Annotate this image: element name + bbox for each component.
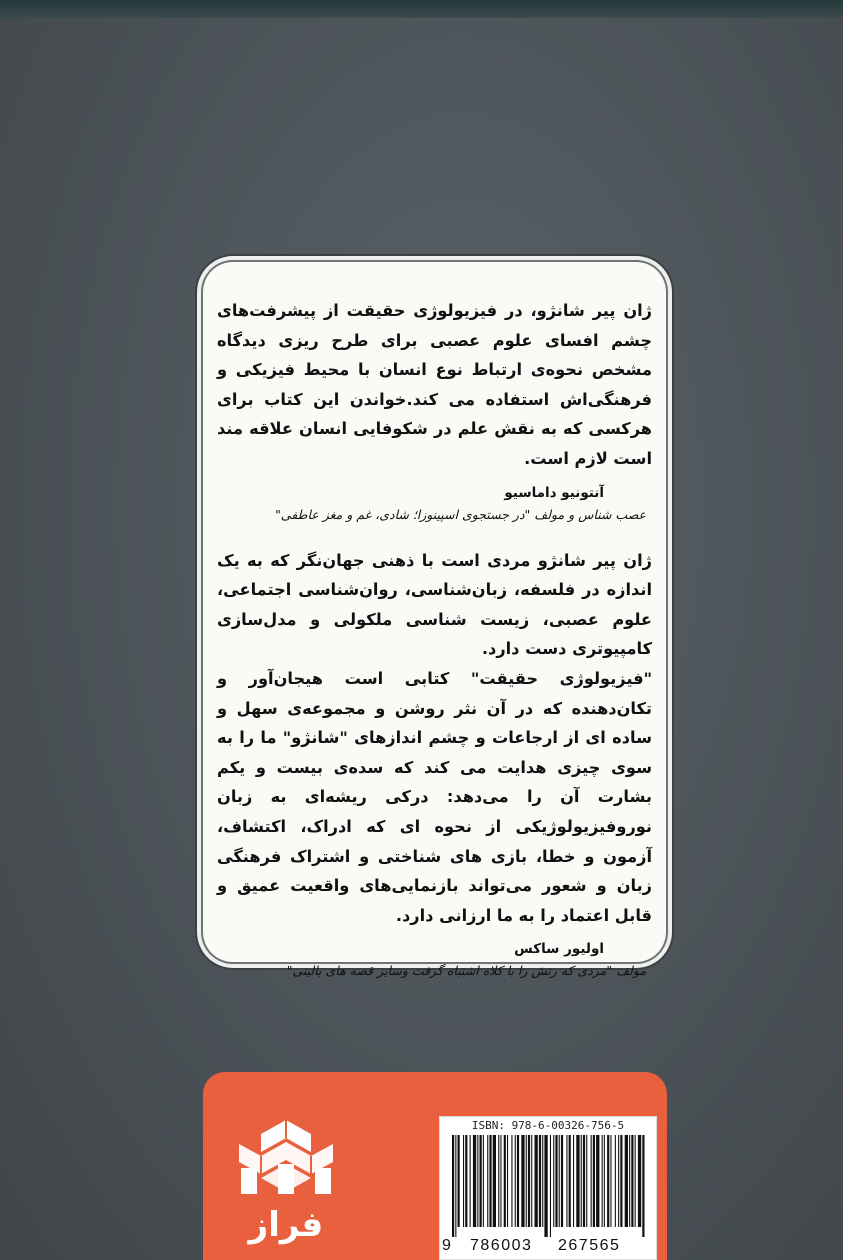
barcode-bar bbox=[642, 1135, 644, 1237]
barcode-bar bbox=[480, 1135, 482, 1227]
barcode-bar bbox=[483, 1135, 484, 1227]
publisher-label bbox=[203, 1072, 667, 1260]
barcode-bar bbox=[473, 1135, 476, 1227]
barcode-digit-group-2: 267565 bbox=[558, 1237, 621, 1254]
barcode-bar bbox=[631, 1135, 633, 1227]
barcode-bar bbox=[493, 1135, 496, 1227]
barcode-bar bbox=[615, 1135, 616, 1227]
barcode-bar bbox=[610, 1135, 611, 1227]
barcode-bar bbox=[604, 1135, 605, 1227]
barcode-bar bbox=[583, 1135, 585, 1227]
barcode-bar bbox=[586, 1135, 587, 1227]
barcode-bar bbox=[477, 1135, 478, 1227]
attribution-1-name: آنتونیو داماسیو bbox=[504, 484, 604, 501]
barcode-bar bbox=[618, 1135, 619, 1227]
attribution-1-work: عصب شناس و مولف "در جستجوی اسپینوزا؛ شادی، غم و مغز عاطفی" bbox=[275, 506, 646, 522]
barcode-bar bbox=[569, 1135, 571, 1227]
barcode-digits bbox=[440, 1235, 656, 1257]
barcode-bar bbox=[504, 1135, 506, 1227]
faraz-publisher-logo-icon bbox=[231, 1118, 341, 1248]
barcode-bar bbox=[553, 1135, 554, 1227]
barcode-bar bbox=[555, 1135, 557, 1227]
isbn-text: ISBN: 978-6-00326-756-5 bbox=[471, 1119, 625, 1132]
barcode-bar bbox=[455, 1135, 456, 1237]
barcode-bar bbox=[620, 1135, 622, 1227]
blurb-paragraph-3: "فیزیولوژی حقیقت" کتابی است هیجان‌آور و تکان‌دهنده که در آن نثر روشن و مجموعه‌ی سهل و ساده ای از ارجاعات و چشم اندازهای "شانژو" ما را به سوی چیزی هدایت می کند که سده‌ی بیست و یکم بشارت آن را می‌دهد: درکی ریشه‌ای به زبان نوروفیزیولوژیکی از نحوه ای که ادراک، اکتشاف، آزمون و خطا، بازی های شناختی و اشتراک فرهنگی زبان و شعور می‌تواند بازنمایی‌های واقعیت عمیق و قابل اعتماد را به ما ارزانی دارد. bbox=[217, 668, 652, 925]
barcode-bar bbox=[544, 1135, 547, 1237]
barcode-bar bbox=[596, 1135, 599, 1227]
barcode-bar bbox=[526, 1135, 527, 1227]
blurb-paragraph-2: ژان پیر شانژو مردی است با ذهنی جهان‌نگر که به یک اندازه در فلسفه، زبان‌شناسی، روان‌شناسی اجتماعی، علوم عصبی، زیست شناسی ملکولی و مدل‌سازی کامپیوتری دست دارد. bbox=[217, 550, 652, 659]
barcode-bar bbox=[593, 1135, 595, 1227]
barcode-bar bbox=[511, 1135, 512, 1227]
barcode-bar bbox=[576, 1135, 579, 1227]
barcode-bar bbox=[465, 1135, 467, 1227]
barcode-bar bbox=[581, 1135, 582, 1227]
barcode-bar bbox=[528, 1135, 530, 1227]
barcode-bar bbox=[452, 1135, 454, 1237]
barcode-bar bbox=[507, 1135, 508, 1227]
barcode-bar bbox=[463, 1135, 464, 1227]
barcode-bar bbox=[500, 1135, 501, 1227]
barcode-bar bbox=[635, 1135, 636, 1227]
top-edge bbox=[0, 0, 843, 18]
barcode-bar bbox=[550, 1135, 551, 1237]
barcode-bar bbox=[517, 1135, 519, 1227]
barcode-bar bbox=[561, 1135, 563, 1227]
barcode-bar bbox=[542, 1135, 543, 1227]
barcode-digit-group-1: 786003 bbox=[470, 1237, 533, 1254]
barcode-bar bbox=[489, 1135, 491, 1227]
blurb-card bbox=[203, 262, 666, 979]
barcode-bar bbox=[638, 1135, 641, 1227]
barcode-bar bbox=[602, 1135, 603, 1227]
barcode-digit-first: 9 bbox=[442, 1237, 451, 1254]
barcode-bar bbox=[573, 1135, 574, 1227]
barcode-bar bbox=[539, 1135, 541, 1227]
barcode-bar bbox=[607, 1135, 609, 1227]
barcode-bar bbox=[591, 1135, 592, 1227]
attribution-2-name: اولیور ساکس bbox=[514, 941, 604, 958]
barcode-bar bbox=[498, 1135, 499, 1227]
barcode bbox=[439, 1116, 657, 1260]
blurb-text bbox=[217, 296, 652, 1002]
barcode-bar bbox=[531, 1135, 532, 1227]
logo-text: فراز bbox=[248, 1205, 324, 1245]
barcode-bar bbox=[566, 1135, 567, 1227]
barcode-bar bbox=[629, 1135, 630, 1227]
barcode-bar bbox=[521, 1135, 524, 1227]
barcode-bar bbox=[625, 1135, 628, 1227]
barcode-bar bbox=[515, 1135, 516, 1227]
barcode-bar bbox=[487, 1135, 488, 1227]
barcode-bars bbox=[450, 1135, 646, 1237]
barcode-bar bbox=[470, 1135, 471, 1227]
barcode-bar bbox=[535, 1135, 538, 1227]
attribution-2-work: مولف "مردی که زنش را با کلاه اشتباه گرفت وسایر قصه های بالینی" bbox=[286, 963, 646, 979]
barcode-bar bbox=[559, 1135, 560, 1227]
blurb-paragraph-1: ژان پیر شانژو، در فیزیولوژی حقیقت از پیشرفت‌های چشم افسای علوم عصبی برای طرح ریزی دیدگاه مشخص نحوه‌ی ارتباط نوع انسان با محیط فیزیکی و فرهنگی‌اش استفاده می کند.خواندن این کتاب برای هرکسی که به نقش علم در شکوفایی انسان علاقه مند است لازم است. bbox=[217, 301, 652, 468]
barcode-bar bbox=[458, 1135, 460, 1227]
